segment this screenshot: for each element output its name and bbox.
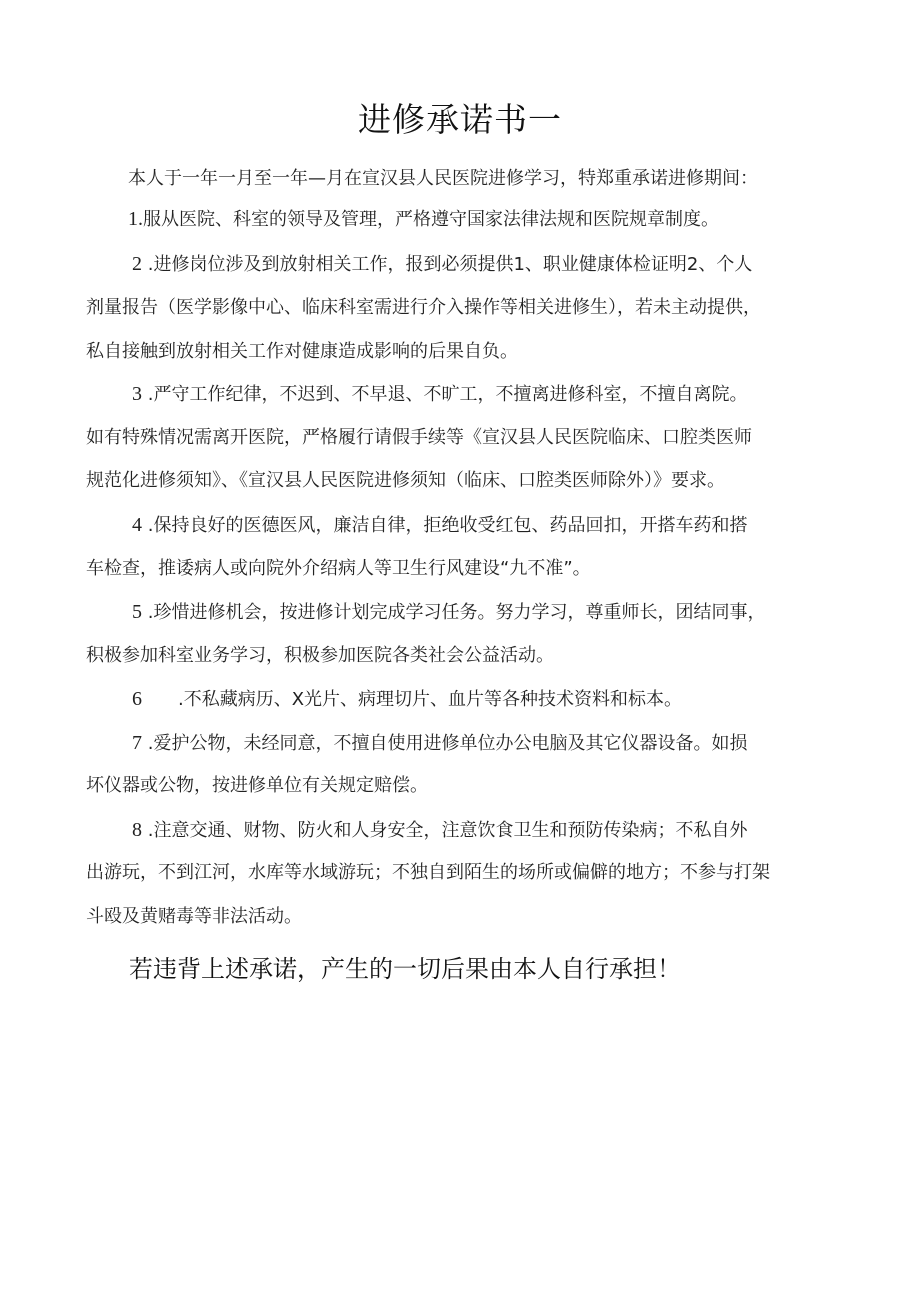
item-7-line-1: .爱护公物，未经同意，不擅自使用进修单位办公电脑及其它仪器设备。如损	[147, 733, 748, 754]
item-3	[132, 381, 902, 408]
item-5-number: 5	[132, 601, 142, 623]
item-4	[132, 512, 902, 539]
item-3-line-1: .严守工作纪律，不迟到、不早退、不旷工，不擅离进修科室，不擅自离院。	[147, 384, 748, 405]
item-8-number: 8	[132, 819, 142, 841]
item-2-line-2: 剂量报告（医学影像中心、临床科室需进行介入操作等相关进修生），若未主动提供，	[86, 297, 761, 318]
item-4-number: 4	[132, 514, 142, 536]
item-2-line-3: 私自接触到放射相关工作对健康造成影响的后果自负。	[86, 341, 518, 362]
item-6	[132, 686, 902, 713]
item-8-line-2: 出游玩，不到江河，水库等水域游玩；不独自到陌生的场所或偏僻的地方；不参与打架	[86, 862, 770, 883]
closing-statement: 若违背上述承诺，产生的一切后果由本人自行承担！	[129, 955, 681, 983]
item-1	[128, 206, 898, 233]
intro-paragraph: 本人于一年一月至一年—月在宣汉县人民医院进修学习，特郑重承诺进修期间：	[128, 168, 758, 189]
item-7	[132, 730, 902, 757]
item-5	[132, 599, 902, 626]
item-1-number: 1.	[128, 208, 143, 230]
item-7-line-2: 坏仪器或公物，按进修单位有关规定赔偿。	[86, 775, 428, 796]
item-4-line-2: 车检查，推诿病人或向院外介绍病人等卫生行风建设“九不准”。	[86, 558, 591, 579]
item-3-number: 3	[132, 383, 142, 405]
item-1-line-1: 服从医院、科室的领导及管理，严格遵守国家法律法规和医院规章制度。	[143, 209, 719, 230]
item-8-line-3: 斗殴及黄赌毒等非法活动。	[86, 906, 302, 927]
item-5-line-1: .珍惜进修机会，按进修计划完成学习任务。努力学习，尊重师长，团结同事，	[147, 602, 766, 623]
item-7-number: 7	[132, 732, 142, 754]
item-6-number: 6	[132, 688, 142, 710]
item-2	[132, 251, 902, 278]
item-3-line-2: 如有特殊情况需离开医院，严格履行请假手续等《宣汉县人民医院临床、口腔类医师	[86, 427, 752, 448]
item-6-line-1: .不私藏病历、X光片、病理切片、血片等各种技术资料和标本。	[178, 689, 683, 710]
item-3-line-3: 规范化进修须知》、《宣汉县人民医院进修须知（临床、口腔类医师除外）》要求。	[86, 470, 725, 491]
item-4-line-1: .保持良好的医德医风，廉洁自律，拒绝收受红包、药品回扣，开搭车药和搭	[147, 515, 748, 536]
item-5-line-2: 积极参加科室业务学习，积极参加医院各类社会公益活动。	[86, 645, 554, 666]
item-8-line-1: .注意交通、财物、防火和人身安全，注意饮食卫生和预防传染病；不私自外	[147, 820, 748, 841]
item-8	[132, 817, 902, 844]
item-2-line-1: .进修岗位涉及到放射相关工作，报到必须提供1、职业健康体检证明2、个人	[147, 254, 753, 275]
document-title: 进修承诺书一	[358, 100, 562, 139]
item-2-number: 2	[132, 253, 142, 275]
